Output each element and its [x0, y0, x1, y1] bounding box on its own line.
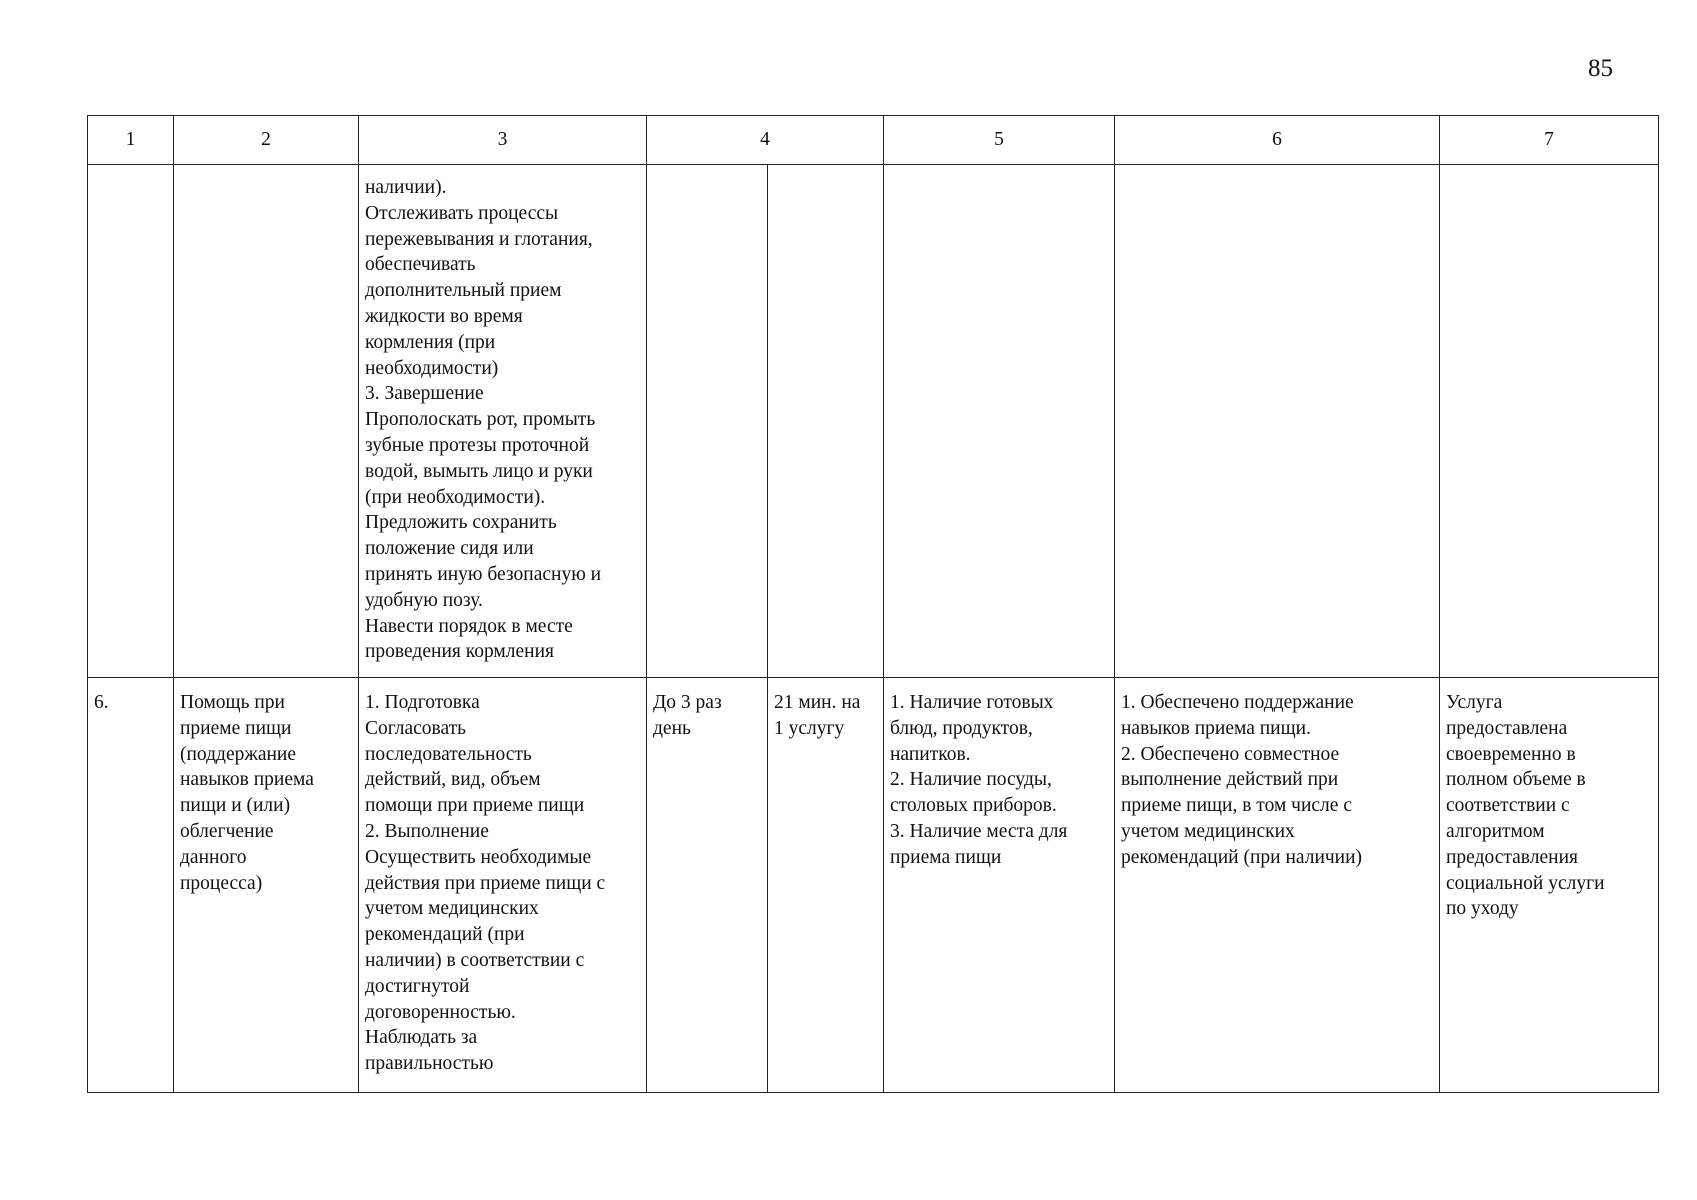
service-standards-table: [87, 115, 1659, 1093]
header-cell-7: 7: [1440, 116, 1659, 165]
results-cell: [1115, 165, 1440, 678]
evaluation-cell: [1440, 165, 1659, 678]
header-cell-5: 5: [884, 116, 1115, 165]
header-cell-4: 4: [647, 116, 884, 165]
table-row: [88, 165, 1659, 678]
header-cell-6: 6: [1115, 116, 1440, 165]
header-cell-1: 1: [88, 116, 174, 165]
duration-cell: [768, 165, 884, 678]
column-number-header-row: [88, 116, 1659, 165]
conditions-cell: 1. Наличие готовых блюд, продуктов, напитков. 2. Наличие посуды, столовых приборов. 3. Наличие места для приема пищи: [884, 678, 1115, 1093]
frequency-cell: [647, 165, 768, 678]
frequency-cell: До 3 раз день: [647, 678, 768, 1093]
service-name-cell: [174, 165, 359, 678]
row-number-cell: [88, 165, 174, 678]
table-row: [88, 678, 1659, 1093]
duration-cell: 21 мин. на 1 услугу: [768, 678, 884, 1093]
page-number: 85: [1588, 55, 1613, 82]
row-number-cell: 6.: [88, 678, 174, 1093]
results-cell: 1. Обеспечено поддержание навыков приема пищи. 2. Обеспечено совместное выполнение действий при приеме пищи, в том числе с учетом медицинских рекомендаций (при наличии): [1115, 678, 1440, 1093]
header-cell-3: 3: [359, 116, 647, 165]
header-cell-2: 2: [174, 116, 359, 165]
evaluation-cell: Услуга предоставлена своевременно в полном объеме в соответствии с алгоритмом предоставления социальной услуги по уходу: [1440, 678, 1659, 1093]
conditions-cell: [884, 165, 1115, 678]
service-description-cell: 1. Подготовка Согласовать последовательность действий, вид, объем помощи при приеме пищи 2. Выполнение Осуществить необходимые действия при приеме пищи с учетом медицинских рекомендаций (при наличии) в соответствии с достигнутой договоренностью. Наблюдать за правильностью: [359, 678, 647, 1093]
service-description-cell: наличии). Отслеживать процессы пережевывания и глотания, обеспечивать дополнительный прием жидкости во время кормления (при необходимости) 3. Завершение Прополоскать рот, промыть зубные протезы проточной водой, вымыть лицо и руки (при необходимости). Предложить сохранить положение сидя или принять иную безопасную и удобную позу. Навести порядок в месте проведения кормления: [359, 165, 647, 678]
service-name-cell: Помощь при приеме пищи (поддержание навыков приема пищи и (или) облегчение данного процесса): [174, 678, 359, 1093]
